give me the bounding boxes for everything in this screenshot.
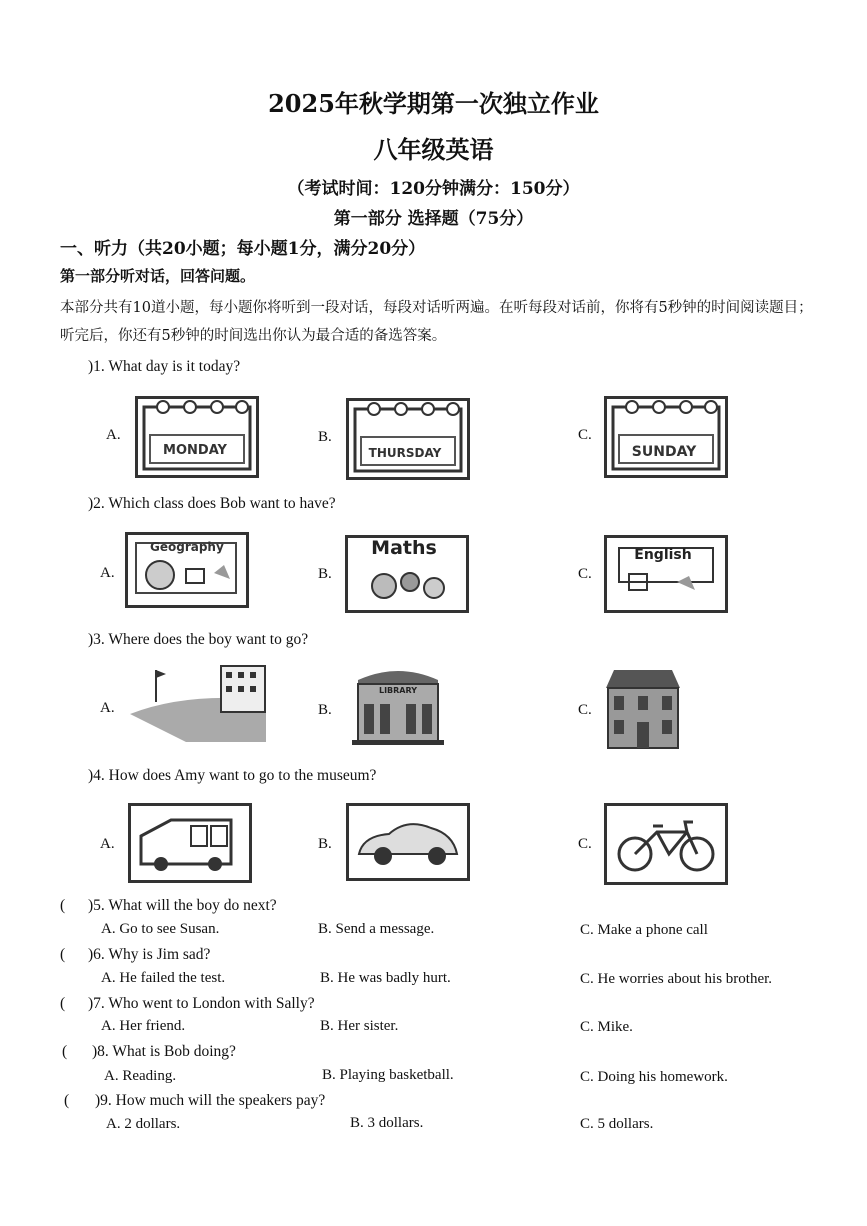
q6-option-b[interactable]: B. He was badly hurt. [320,970,451,986]
q3-option-a-letter: A. [100,700,115,716]
calendar-icon[interactable] [135,396,259,478]
q5-option-b[interactable]: B. Send a message. [318,921,435,937]
q6-option-c[interactable]: C. He worries about his brother. [580,971,773,987]
q1-option-a-letter: A. [106,427,121,443]
class-label: Geography [150,540,224,554]
answer-paren[interactable]: ( [64,1092,70,1109]
bus-icon[interactable] [128,803,252,883]
building-sign: LIBRARY [378,686,418,695]
answer-paren[interactable]: ( [60,897,66,914]
calendar-day-label: MONDAY [163,443,227,458]
calendar-icon[interactable] [604,396,728,478]
bicycle-icon[interactable] [604,803,728,885]
house-building-icon[interactable] [604,666,682,750]
q9-option-b[interactable]: B. 3 dollars. [350,1115,424,1131]
question-5-prompt: )5. What will the boy do next? [88,897,277,914]
question-7-prompt: )7. Who went to London with Sally? [88,995,315,1012]
q4-option-c-letter: C. [578,836,592,852]
q4-option-a-letter: A. [100,836,115,852]
q1-option-c-letter: C. [578,427,592,443]
q7-option-b[interactable]: B. Her sister. [320,1018,399,1034]
exam-subject: 八年级英语 [373,135,494,164]
q8-option-c[interactable]: C. Doing his homework. [580,1069,728,1085]
part-title: 第一部分 选择题（75分） [333,209,534,229]
q9-option-a[interactable]: A. 2 dollars. [106,1116,181,1132]
section-heading: 一、听力（共20小题；每小题1分，满分20分） [60,239,426,259]
exam-info: （考试时间：120分钟满分：150分） [287,179,580,199]
question-3-prompt: )3. Where does the boy want to go? [88,631,309,648]
q1-option-b-letter: B. [318,429,332,445]
question-2-prompt: )2. Which class does Bob want to have? [88,495,336,512]
q2-option-c-letter: C. [578,566,592,582]
q4-option-b-letter: B. [318,836,332,852]
question-9-prompt: )9. How much will the speakers pay? [95,1092,326,1109]
calendar-day-label: SUNDAY [631,444,697,460]
calendar-day-label: THURSDAY [368,446,442,460]
q7-option-a[interactable]: A. Her friend. [101,1018,186,1034]
answer-paren[interactable]: ( [60,995,66,1012]
section-subheading: 第一部分听对话，回答问题。 [60,267,256,285]
class-label: Maths [371,537,437,559]
calendar-icon[interactable] [346,398,470,480]
answer-paren[interactable]: ( [62,1043,68,1060]
question-4-prompt: )4. How does Amy want to go to the museum? [88,767,377,784]
q6-option-a[interactable]: A. He failed the test. [101,970,226,986]
q8-option-a[interactable]: A. Reading. [104,1068,177,1084]
answer-paren[interactable]: ( [60,946,66,963]
q3-option-c-letter: C. [578,702,592,718]
car-icon[interactable] [346,803,470,881]
q5-option-c[interactable]: C. Make a phone call [580,922,708,938]
q8-option-b[interactable]: B. Playing basketball. [322,1067,454,1083]
q9-option-c[interactable]: C. 5 dollars. [580,1116,654,1132]
question-6-prompt: )6. Why is Jim sad? [88,946,211,963]
q2-option-a-letter: A. [100,565,115,581]
exam-title: 2025年秋学期第一次独立作业 [268,89,599,118]
library-building-icon[interactable] [348,662,448,746]
q7-option-c[interactable]: C. Mike. [580,1019,633,1035]
q2-option-b-letter: B. [318,566,332,582]
school-playground-icon[interactable] [126,662,268,744]
class-label: English [634,547,692,563]
section-instructions: 本部分共有10道小题，每小题你将听到一段对话，每段对话听两遍。在听每段对话前，你将有5秒钟的时间阅读题目；听完后，你还有5秒钟的时间选出你认为最合适的备选答案。 [60,300,813,344]
question-1-prompt: )1. What day is it today? [88,358,241,375]
q5-option-a[interactable]: A. Go to see Susan. [101,921,220,937]
question-8-prompt: )8. What is Bob doing? [92,1043,236,1060]
q3-option-b-letter: B. [318,702,332,718]
